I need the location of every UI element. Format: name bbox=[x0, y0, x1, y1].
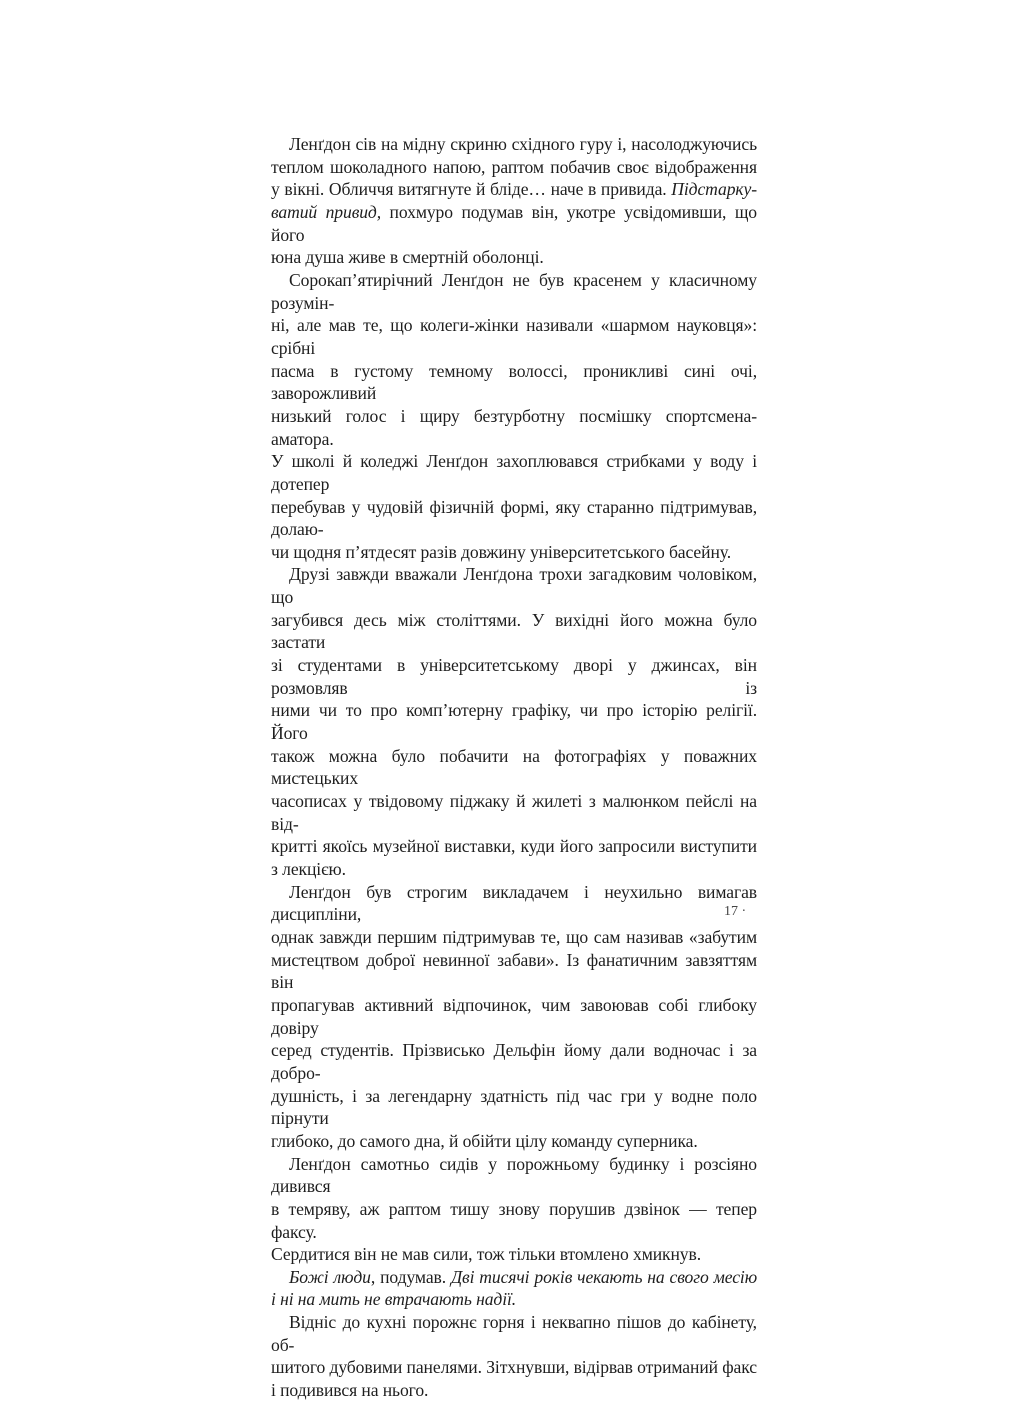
paragraph bbox=[271, 1266, 757, 1311]
text-line bbox=[271, 699, 757, 744]
paragraph bbox=[271, 269, 757, 564]
text-run: критті якоїсь музейної виставки, куди його запросили виступити bbox=[271, 836, 757, 857]
text-line bbox=[271, 654, 757, 699]
text-line bbox=[271, 1243, 757, 1266]
italic-run: Дві тисячі років чекають на свого месію bbox=[450, 1266, 757, 1287]
text-run: Ленґдон самотньо сидів у порожньому будинку і розсіяно дивився bbox=[271, 1153, 757, 1197]
text-line bbox=[271, 1039, 757, 1084]
text-run: з лекцією. bbox=[271, 859, 346, 879]
text-run: теплом шоколадного напою, раптом побачив своє відображення bbox=[271, 156, 757, 177]
italic-run: Підстарку- bbox=[671, 179, 757, 200]
text-run: пропагував активний відпочинок, чим завоював собі глибоку довіру bbox=[271, 994, 757, 1038]
text-line bbox=[271, 1130, 757, 1153]
text-run: душність, і за легендарну здатність під час гри у водне поло пірнути bbox=[271, 1085, 757, 1129]
text-line bbox=[271, 178, 757, 201]
text-run: Сердитися він не мав сили, тож тільки втомлено хмикнув. bbox=[271, 1244, 702, 1265]
text-run: загубився десь між століттями. У вихідні його можна було застати bbox=[271, 609, 757, 653]
text-run: часописах у твідовому піджаку й жилеті з малюнком пейслі на від- bbox=[271, 791, 757, 834]
text-run: в темряву, аж раптом тишу знову порушив дзвінок — тепер факсу. bbox=[271, 1198, 757, 1242]
text-line bbox=[271, 496, 757, 541]
text-line bbox=[271, 949, 757, 994]
text-line bbox=[271, 1266, 757, 1289]
text-line bbox=[271, 1153, 757, 1198]
text-line bbox=[271, 360, 757, 405]
text-line bbox=[271, 926, 757, 949]
text-run: Друзі завжди вважали Ленґдона трохи загадковим чоловіком, що bbox=[271, 564, 757, 608]
text-run: ні, але мав те, що колеги-жінки називали «шармом науковця»: срібні bbox=[271, 315, 757, 358]
text-line bbox=[271, 541, 757, 564]
text-run: Сорокап’ятирічний Ленґдон не був красенем у класичному розумін- bbox=[271, 269, 757, 313]
text-run: похмуро подумав він, укотре усвідомивши, що його bbox=[271, 201, 757, 245]
paragraph bbox=[271, 133, 757, 269]
text-run: Відніс до кухні порожнє горня і неквапно пішов до кабінету, об- bbox=[271, 1312, 757, 1355]
text-run: , подумав. bbox=[370, 1266, 451, 1287]
text-run: У школі й коледжі Ленґдон захоплювався стрибками у воду і дотепер bbox=[271, 451, 757, 494]
text-line bbox=[271, 156, 757, 179]
text-run: мистецтвом доброї невинної забави». Із фанатичним завзяттям він bbox=[271, 949, 757, 993]
text-line bbox=[271, 246, 757, 269]
paragraph bbox=[271, 563, 757, 880]
text-line bbox=[271, 881, 757, 926]
text-run: зі студентами в університетському дворі у джинсах, він розмовляв із bbox=[271, 655, 757, 698]
text-run: чи щодня п’ятдесят разів довжину університетського басейну. bbox=[271, 541, 731, 562]
text-run: також можна було побачити на фотографіях у поважних мистецьких bbox=[271, 745, 757, 789]
text-run: у вікні. Обличчя витягнуте й бліде… наче в привида. bbox=[271, 179, 672, 200]
text-line bbox=[271, 745, 757, 790]
text-run: низький голос і щиру безтурботну посмішку спортсмена-аматора. bbox=[271, 405, 757, 449]
text-run: однак завжди першим підтримував те, що сам називав «забутим bbox=[271, 926, 757, 947]
italic-run: ватий привид, bbox=[271, 201, 382, 222]
text-line bbox=[271, 994, 757, 1039]
text-line bbox=[271, 609, 757, 654]
paragraph bbox=[271, 1153, 757, 1266]
italic-run: Божі люди bbox=[289, 1266, 371, 1287]
text-line bbox=[271, 563, 757, 608]
text-run: Ленґдон сів на мідну скриню східного гуру і, насолоджуючись bbox=[289, 134, 757, 154]
book-page-text bbox=[271, 133, 757, 1402]
text-run: шитого дубовими панелями. Зітхнувши, відірвав отриманий факс bbox=[271, 1357, 757, 1378]
text-line bbox=[271, 201, 757, 246]
text-line bbox=[271, 1356, 757, 1379]
text-run: юна душа живе в смертній оболонці. bbox=[271, 247, 544, 268]
text-line bbox=[271, 1085, 757, 1130]
text-line bbox=[271, 790, 757, 835]
italic-run: і ні на мить не втрачають надії. bbox=[271, 1289, 517, 1310]
text-run: глибоко, до самого дна, й обійти цілу команду суперника. bbox=[271, 1130, 698, 1151]
text-line bbox=[271, 1198, 757, 1243]
paragraph bbox=[271, 1311, 757, 1402]
text-line bbox=[271, 1311, 757, 1356]
text-line bbox=[271, 133, 757, 156]
text-run: ними чи то про комп’ютерну графіку, чи про історію релігії. Його bbox=[271, 700, 757, 744]
text-run: і подивився на нього. bbox=[271, 1380, 429, 1401]
text-line bbox=[271, 1288, 757, 1311]
text-run: пасма в густому темному волоссі, проникливі сині очі, заворожливий bbox=[271, 360, 757, 404]
page-number: 17 · bbox=[724, 904, 747, 919]
text-run: перебував у чудовій фізичній формі, яку старанно підтримував, долаю- bbox=[271, 496, 757, 540]
text-run: Ленґдон був строгим викладачем і неухильно вимагав дисципліни, bbox=[271, 881, 757, 925]
text-line bbox=[271, 1379, 757, 1402]
text-line bbox=[271, 269, 757, 314]
text-line bbox=[271, 835, 757, 858]
text-line bbox=[271, 450, 757, 495]
text-line bbox=[271, 405, 757, 450]
text-line bbox=[271, 314, 757, 359]
text-line bbox=[271, 858, 757, 881]
text-run: серед студентів. Прізвисько Дельфін йому дали водночас і за добро- bbox=[271, 1040, 757, 1083]
paragraph bbox=[271, 881, 757, 1153]
